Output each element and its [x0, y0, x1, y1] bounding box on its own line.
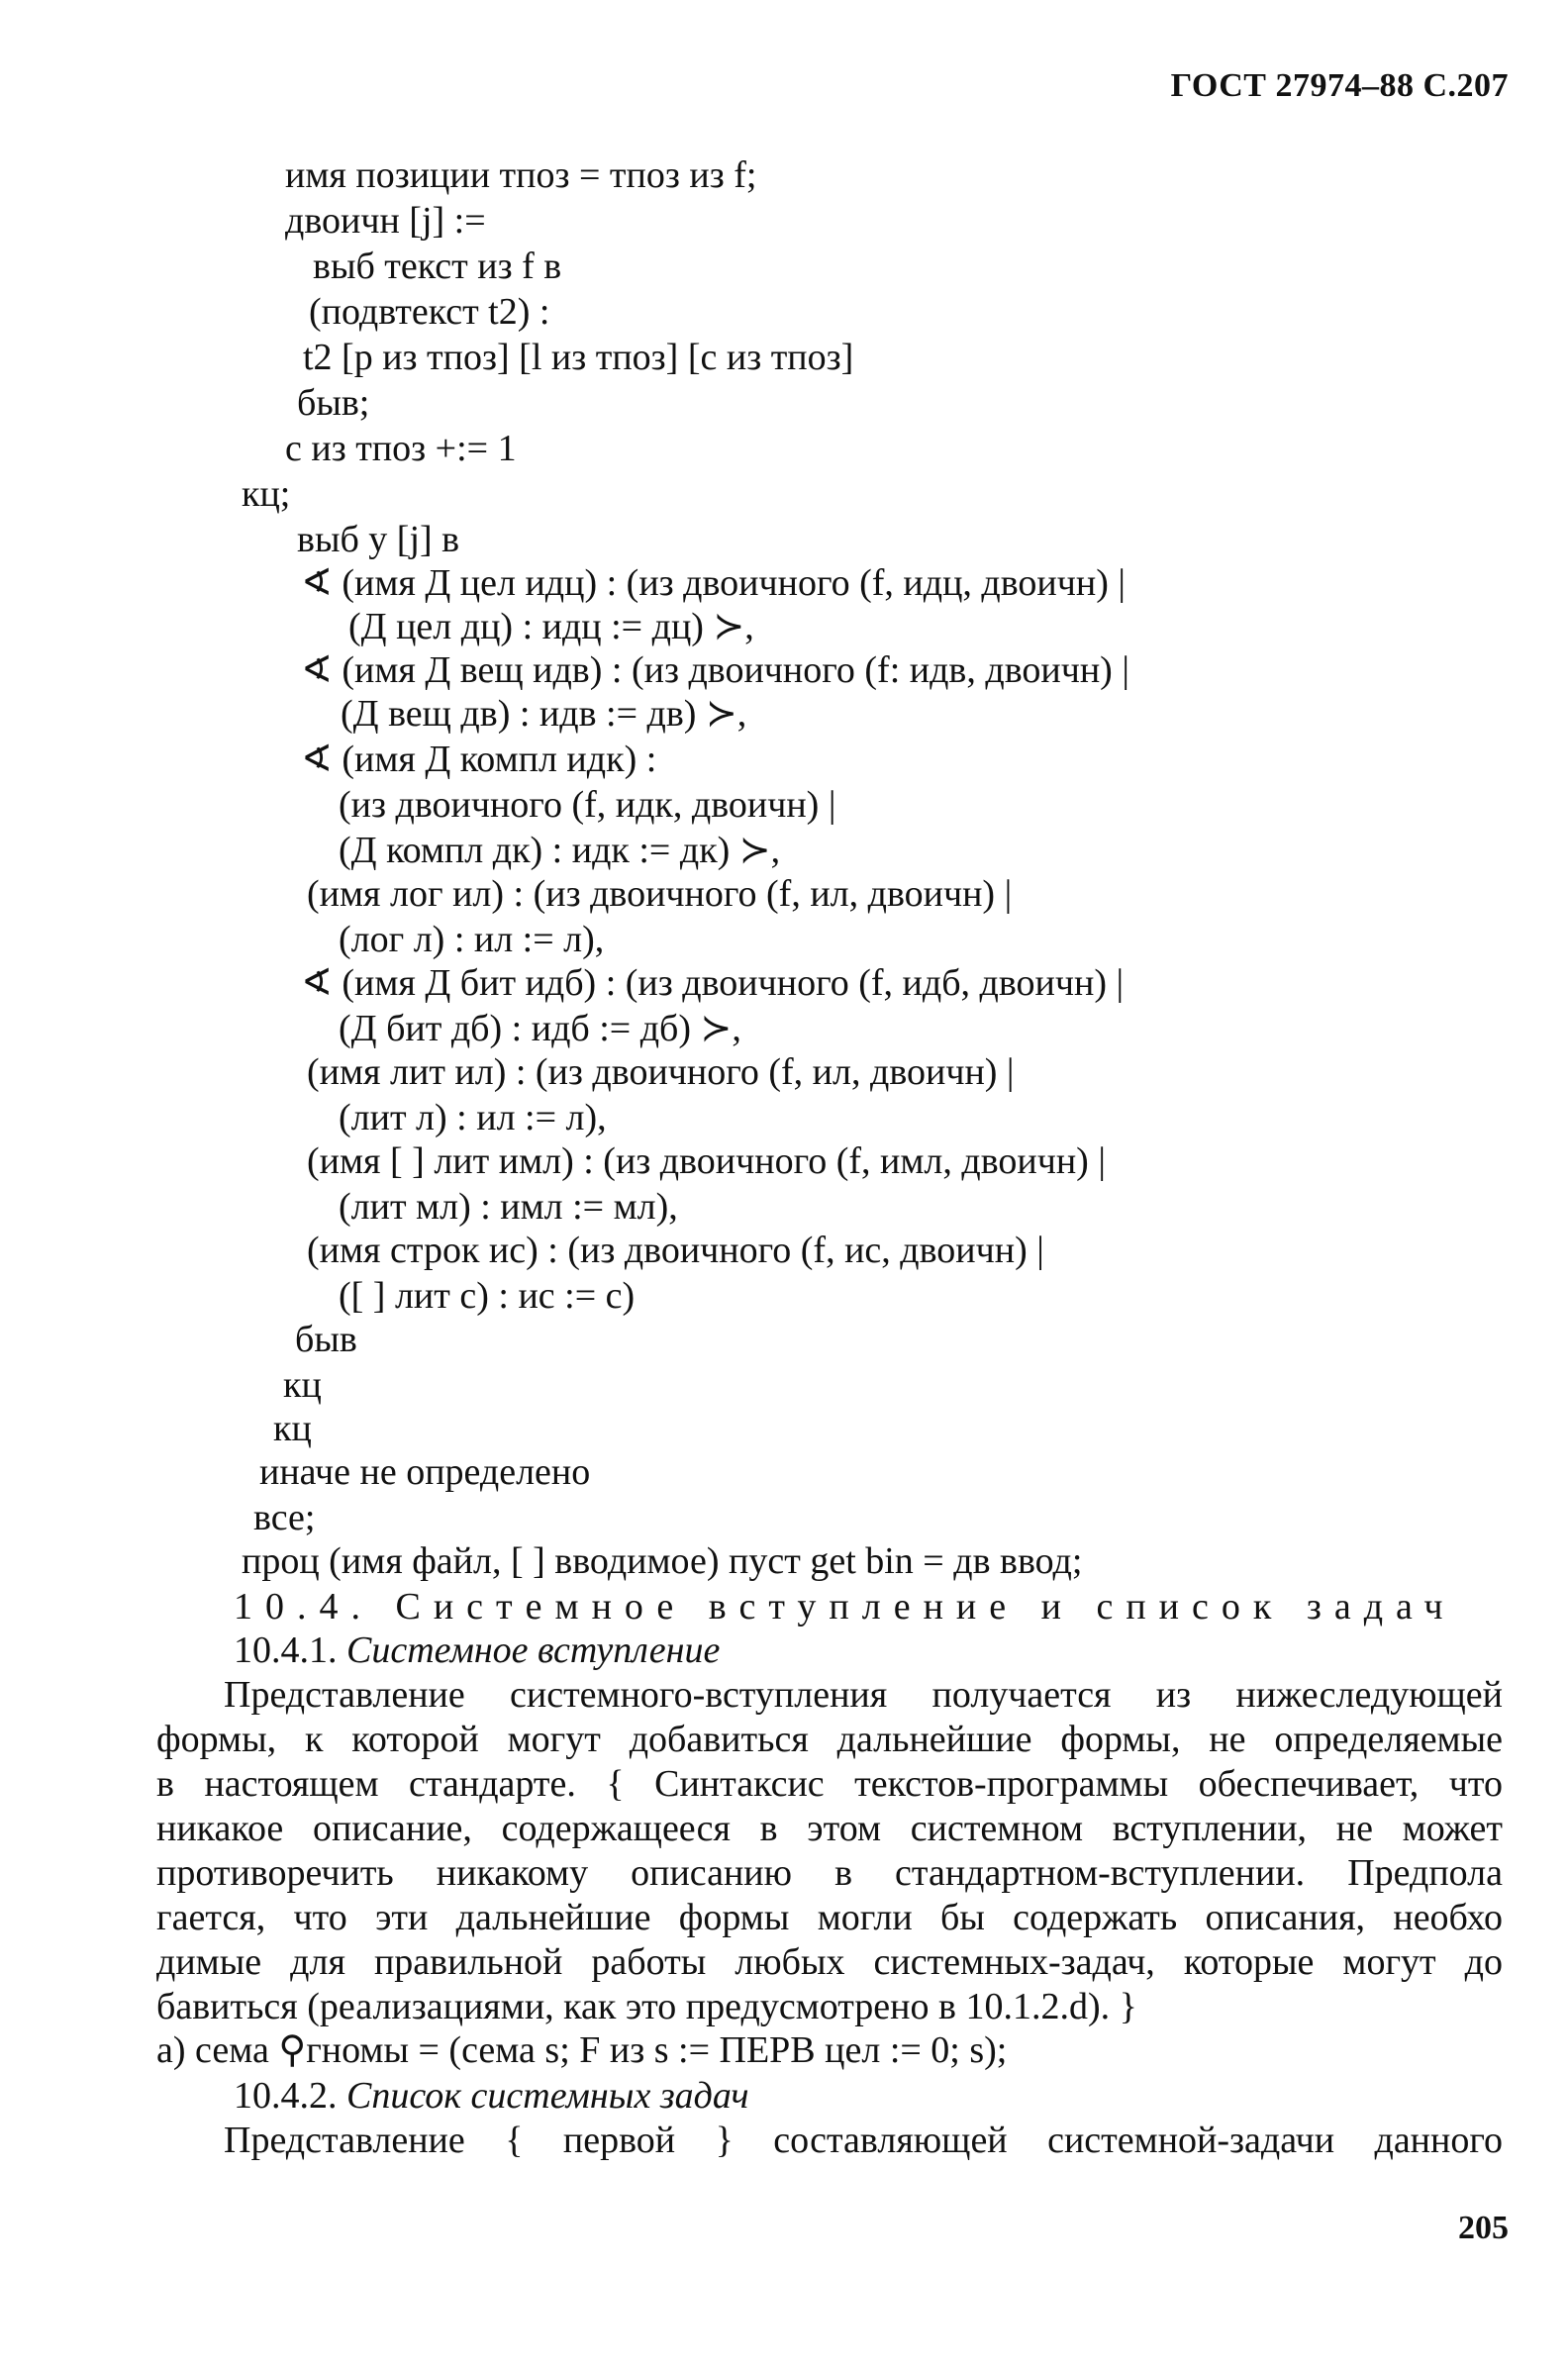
subsection-number: 10.4.2.	[234, 2075, 346, 2117]
code-line: (подвтекст t2) :	[309, 291, 550, 333]
subsection-heading	[234, 2077, 749, 2115]
code-line: (имя лит ил) : (из двоичного (f, ил, двоичн) |	[307, 1051, 1015, 1093]
paragraph-line: Представление { первой } составляющей системной-задачи данного	[224, 2120, 1503, 2161]
code-line: ∢ (имя Д вещ идв) : (из двоичного (f: идв, двоичн) |	[301, 649, 1129, 691]
code-line: (лит л) : ил := л),	[339, 1097, 607, 1138]
paragraph-line: димые для правильной работы любых системных-задач, которые могут до	[156, 1941, 1503, 1983]
code-line: (Д вещ дв) : идв := дв) ≻,	[341, 693, 747, 735]
code-line: кц	[283, 1364, 322, 1406]
subsection-title: Системное вступление	[346, 1629, 721, 1671]
paragraph-line: в настоящем стандарте. { Синтаксис текстов-программы обеспечивает, что	[156, 1763, 1503, 1805]
code-line: ∢ (имя Д компл идк) :	[301, 739, 657, 780]
code-line: t2 [р из тпоз] [l из тпоз] [с из тпоз]	[303, 337, 854, 378]
paragraph-line: Представление системного-вступления получается из нижеследующей	[224, 1674, 1503, 1716]
code-line: быв	[295, 1319, 357, 1360]
subsection-heading	[234, 1631, 720, 1669]
code-line: кц;	[242, 473, 291, 515]
section-heading: 10.4. Системное вступление и список задач	[234, 1586, 1456, 1628]
code-line: проц (имя файл, [ ] вводимое) пуст get bin = дв ввод;	[242, 1540, 1083, 1582]
code-line: ∢ (имя Д бит идб) : (из двоичного (f, идб, двоичн) |	[301, 962, 1125, 1004]
paragraph-line: никакое описание, содержащееся в этом системном вступлении, не может	[156, 1808, 1503, 1849]
paragraph-line: бавиться (реализациями, как это предусмотрено в 10.1.2.d). }	[156, 1986, 1137, 2027]
code-line: выб у [j] в	[297, 519, 460, 560]
code-line: ([ ] лит с) : ис := с)	[339, 1275, 636, 1317]
code-line: (Д цел дц) : идц := дц) ≻,	[348, 606, 754, 647]
code-line: (лит мл) : имл := мл),	[339, 1186, 678, 1228]
code-line: все;	[253, 1497, 316, 1538]
code-line: (имя лог ил) : (из двоичного (f, ил, двоичн) |	[307, 873, 1013, 915]
code-line: (имя [ ] лит имл) : (из двоичного (f, имл, двоичн) |	[307, 1140, 1106, 1182]
paragraph-line: формы, к которой могут добавиться дальнейшие формы, не определяемые	[156, 1719, 1503, 1760]
code-line: с из тпоз +:= 1	[285, 428, 517, 469]
paragraph	[156, 1673, 1503, 2029]
code-line: выб текст из f в	[313, 246, 562, 287]
code-line: двоичн [j] :=	[285, 200, 486, 242]
code-line: (лог л) : ил := л),	[339, 919, 605, 960]
page-number: 205	[1458, 2210, 1509, 2246]
code-line: имя позиции тпоз = тпоз из f;	[285, 154, 757, 196]
paragraph-line: гается, что эти дальнейшие формы могли бы содержать описания, необхо	[156, 1897, 1503, 1938]
list-item: а) сема ⚲гномы = (сема s; F из s := ПЕРВ цел := 0; s);	[156, 2029, 1008, 2071]
subsection-title: Список системных задач	[346, 2075, 749, 2117]
paragraph	[156, 2119, 1503, 2163]
subsection-number: 10.4.1.	[234, 1629, 346, 1671]
code-line: иначе не определено	[259, 1451, 591, 1493]
code-line: ∢ (имя Д цел идц) : (из двоичного (f, идц, двоичн) |	[301, 562, 1126, 604]
code-line: (имя строк ис) : (из двоичного (f, ис, двоичн) |	[307, 1230, 1044, 1271]
code-line: кц	[273, 1408, 312, 1449]
code-line: (Д бит дб) : идб := дб) ≻,	[339, 1008, 741, 1049]
code-line: быв;	[297, 382, 370, 424]
running-header: ГОСТ 27974–88 С.207	[1170, 67, 1509, 104]
code-line: (из двоичного (f, идк, двоичн) |	[339, 784, 836, 826]
code-line: (Д компл дк) : идк := дк) ≻,	[339, 830, 781, 871]
paragraph-line: противоречить никакому описанию в стандартном-вступлении. Предпола	[156, 1852, 1503, 1894]
